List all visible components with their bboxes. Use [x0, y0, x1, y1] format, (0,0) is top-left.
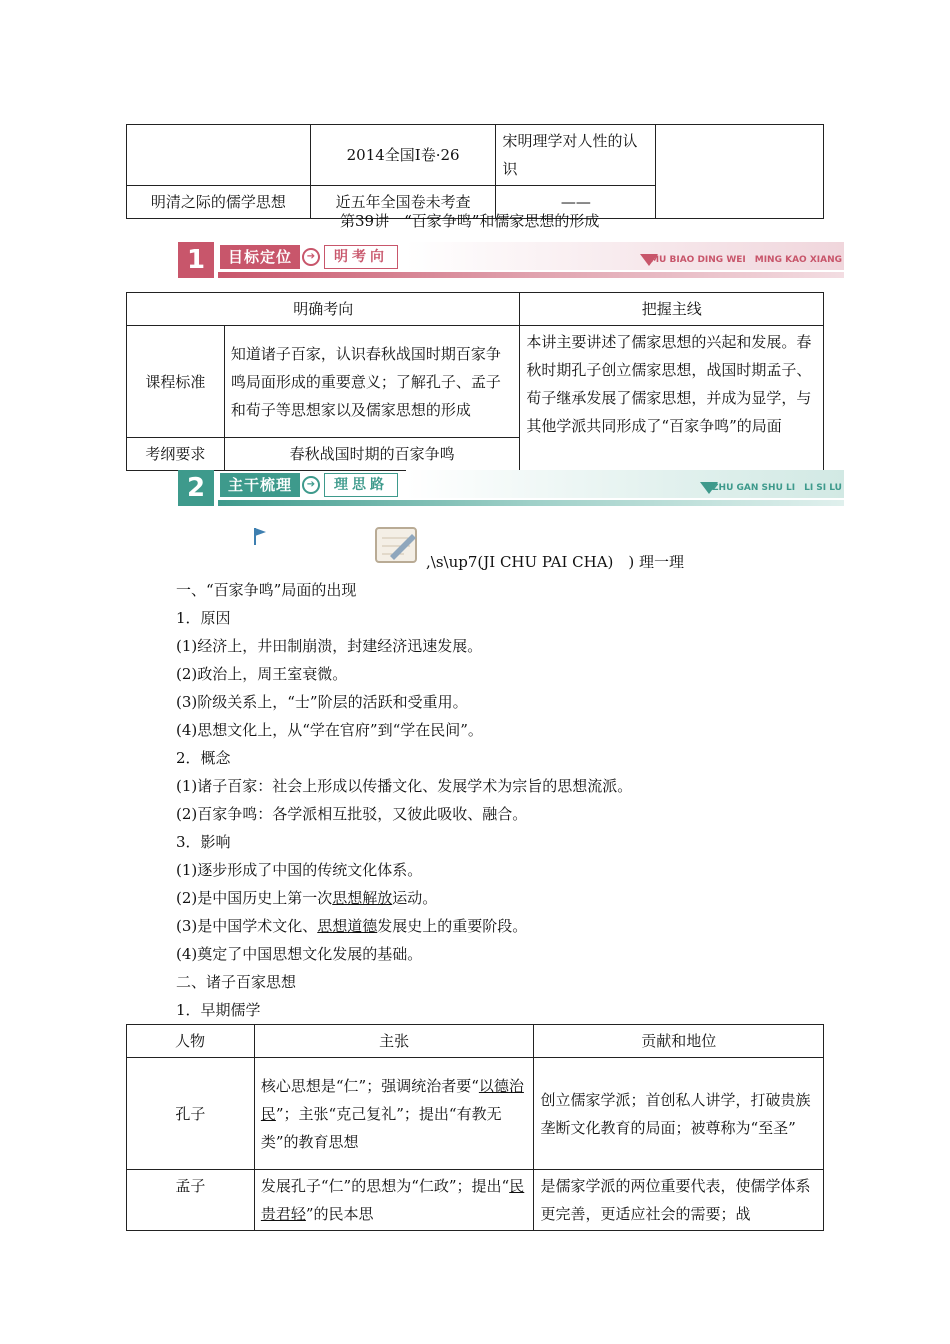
cell-text: 发展孔子“仁”的思想为“仁政”；提出“ [260, 1177, 510, 1195]
table-cell-mencius: 孟子 [127, 1170, 255, 1231]
top-table-exam-none: 近五年全国卷未考查 [310, 186, 496, 219]
underlined-term: 以德治民 [260, 1076, 524, 1123]
top-table-cell-empty [127, 125, 311, 186]
list-item: (1)经济上，井田制崩溃，封建经济迅速发展。 [176, 637, 483, 655]
table-header-ideas: 主张 [254, 1025, 534, 1058]
basics-check-line: ,\s\up7(JI CHU PAI CHA) ) 理一理 [426, 553, 685, 571]
section-heading: 一、“百家争鸣”局面的出现 [176, 581, 357, 599]
list-item-text: 发展史上的重要阶段。 [377, 917, 528, 935]
underlined-term: 思想解放 [332, 889, 393, 907]
table-header-person: 人物 [127, 1025, 255, 1058]
top-table-topic-ming-qing: 明清之际的儒学思想 [127, 186, 311, 219]
arrow-circle-icon: ➔ [302, 248, 320, 266]
lecture-title: 第39讲 “百家争鸣”和儒家思想的形成 [340, 212, 600, 230]
list-item: (2)政治上，周王室衰微。 [176, 665, 348, 683]
goal-table-mainline-text: 本讲主要讲述了儒家思想的兴起和发展。春秋时期孔子创立儒家思想，战国时期孟子、荀子继承发展了儒家思想，并成为显学，与其他学派共同形成了“百家争鸣”的局面 [520, 326, 824, 471]
top-table-topic: 宋明理学对人性的认识 [496, 125, 656, 186]
top-table-cell-empty-right [656, 125, 824, 219]
list-item-text: (2)是中国历史上第一次 [176, 889, 333, 907]
table-header-contribution: 贡献和地位 [534, 1025, 824, 1058]
goal-table-label-requirement: 考纲要求 [127, 438, 225, 471]
list-item [176, 884, 437, 912]
banner-bar [218, 500, 844, 506]
goal-table [126, 292, 824, 471]
banner-subtitle: 理思路 [324, 473, 398, 497]
early-confucianism-table [126, 1024, 824, 1231]
top-table-dash: —— [496, 186, 656, 219]
list-item-text: 运动。 [392, 889, 438, 907]
cell-text: 核心思想是“仁”；强调统治者要“ [260, 1076, 479, 1095]
banner-tag: 目标定位 [220, 245, 300, 269]
subsection-heading: 1．原因 [176, 609, 231, 627]
underlined-term: 思想道德 [317, 917, 378, 935]
list-item: (2)百家争鸣：各学派相互批驳，又彼此吸收、融合。 [176, 805, 528, 823]
table-cell-confucius-contribution: 创立儒家学派；首创私人讲学，打破贵族垄断文化教育的局面；被尊称为“至圣” [534, 1058, 824, 1170]
list-item: (1)逐步形成了中国的传统文化体系。 [176, 861, 423, 879]
goal-table-standard-text: 知道诸子百家，认识春秋战国时期百家争鸣局面形成的重要意义；了解孔子、孟子和荀子等思想家以及儒家思想的形成 [224, 326, 520, 438]
arrow-circle-icon: ➔ [302, 476, 320, 494]
section-heading: 二、诸子百家思想 [176, 973, 297, 991]
banner-number: 1 [178, 242, 214, 278]
list-item: (4)奠定了中国思想文化发展的基础。 [176, 945, 423, 963]
list-item-text: (3)是中国学术文化、 [176, 917, 318, 935]
banner-number: 2 [178, 470, 214, 506]
subsection-heading: 3．影响 [176, 833, 231, 851]
table-cell-mencius-ideas [254, 1170, 534, 1231]
top-table [126, 124, 824, 219]
table-cell-confucius-ideas [254, 1058, 534, 1170]
table-cell-confucius: 孔子 [127, 1058, 255, 1170]
banner-pinyin: ZHU GAN SHU LI LI SI LU [712, 483, 842, 493]
notebook-pencil-icon [372, 524, 424, 568]
list-item: (1)诸子百家：社会上形成以传播文化、发展学术为宗旨的思想流派。 [176, 777, 633, 795]
banner-subtitle: 明考向 [324, 245, 398, 269]
list-item [176, 912, 527, 940]
underlined-term: 民贵君轻 [260, 1177, 525, 1223]
section-banner-outline [178, 470, 844, 508]
list-item: (3)阶级关系上，“士”阶层的活跃和受重用。 [176, 693, 468, 711]
banner-bar [218, 272, 844, 278]
goal-table-header-mainline: 把握主线 [520, 293, 824, 326]
flag-icon [252, 526, 268, 546]
top-table-exam-ref: 2014全国Ⅰ卷·26 [310, 125, 496, 186]
section-banner-goals [178, 242, 844, 280]
subsection-heading: 1．早期儒学 [176, 1001, 261, 1019]
goal-table-requirement-text: 春秋战国时期的百家争鸣 [224, 438, 520, 471]
cell-text: ”的民本思 [305, 1205, 374, 1223]
goal-table-label-standard: 课程标准 [127, 326, 225, 438]
cell-text: ”；主张“克己复礼”；提出“有教无类”的教育思想 [260, 1104, 502, 1151]
subsection-heading: 2．概念 [176, 749, 231, 767]
list-item: (4)思想文化上，从“学在官府”到“学在民间”。 [176, 721, 483, 739]
goal-table-header-direction: 明确考向 [127, 293, 520, 326]
banner-pinyin: MU BIAO DING WEI MING KAO XIANG [650, 255, 842, 265]
banner-tag: 主干梳理 [220, 473, 300, 497]
table-cell-mencius-contribution: 是儒家学派的两位重要代表，使儒学体系更完善，更适应社会的需要；战 [534, 1170, 824, 1231]
